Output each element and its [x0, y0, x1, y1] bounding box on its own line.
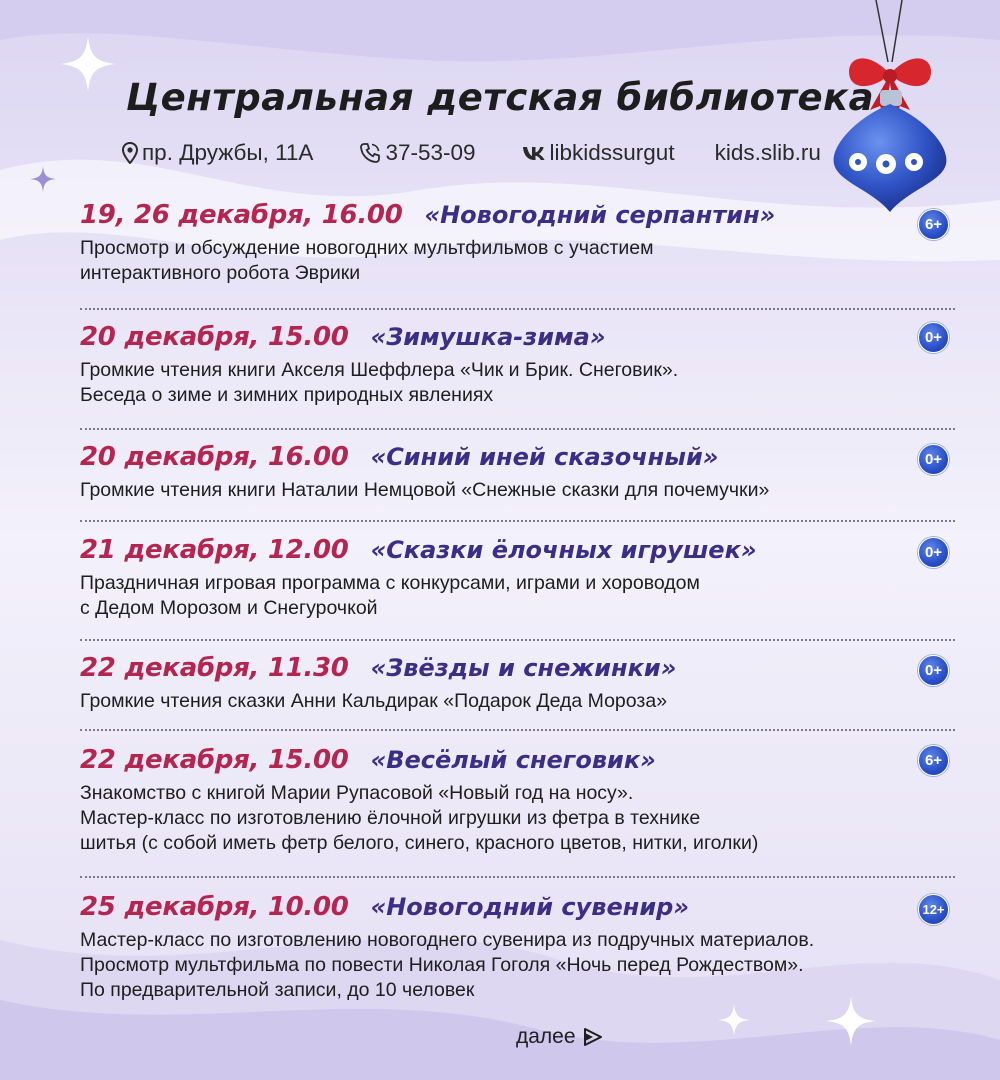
event-item	[80, 442, 970, 503]
event-description: Просмотр и обсуждение новогодних мультфильмов с участием интерактивного робота Эврики	[80, 237, 654, 284]
event-header	[80, 322, 970, 352]
vk-text: libkidssurgut	[549, 140, 675, 165]
event-title: «Новогодний сувенир»	[370, 893, 689, 921]
event-description: Мастер-класс по изготовлению новогоднего сувенира из подручных материалов. Просмотр мультфильма по повести Николая Гоголя «Ночь перед Рождеством». По предварительной записи, до 10 человек	[80, 929, 815, 1001]
divider	[80, 428, 955, 430]
location-pin-icon	[122, 142, 138, 164]
address-text: пр. Дружбы, 11А	[142, 140, 314, 165]
divider	[80, 729, 955, 731]
age-badge: 6+	[918, 745, 949, 776]
event-date: 19, 26 декабря, 16.00	[80, 200, 403, 230]
divider	[80, 308, 955, 310]
phone-text: 37-53-09	[385, 140, 476, 165]
event-title: «Новогодний серпантин»	[424, 201, 776, 229]
event-header	[80, 745, 970, 775]
age-badge: 0+	[918, 444, 949, 475]
next-page-link[interactable]	[516, 1022, 604, 1052]
event-date: 20 декабря, 15.00	[80, 322, 349, 352]
event-description: Знакомство с книгой Марии Рупасовой «Новый год на носу». Мастер-класс по изготовлению ёлочной игрушки из фетра в технике шитья (с собой иметь фетр белого, синего, красного цветов, нитки, иголки)	[80, 782, 759, 854]
event-header	[80, 653, 970, 683]
event-header	[80, 442, 970, 472]
event-item	[80, 892, 970, 1003]
divider	[80, 520, 955, 522]
event-item	[80, 745, 970, 856]
next-page-label: далее	[516, 1025, 576, 1048]
event-title: «Сказки ёлочных игрушек»	[370, 536, 757, 564]
event-title: «Весёлый снеговик»	[370, 746, 656, 774]
contacts-bar	[122, 138, 821, 168]
age-badge: 6+	[918, 209, 949, 240]
event-description: Громкие чтения книги Наталии Немцовой «Снежные сказки для почемучки»	[80, 479, 770, 501]
website-link[interactable]	[715, 140, 821, 166]
address	[122, 140, 313, 166]
event-item	[80, 535, 970, 621]
vk-icon	[522, 145, 546, 161]
sparkle-icon	[30, 166, 56, 192]
event-description: Громкие чтения книги Акселя Шеффлера «Чик и Брик. Снеговик». Беседа о зиме и зимних природных явлениях	[80, 359, 679, 406]
age-badge: 0+	[918, 322, 949, 353]
phone-icon	[359, 142, 381, 164]
event-description: Громкие чтения сказки Анни Кальдирак «Подарок Деда Мороза»	[80, 690, 668, 712]
event-title: «Синий иней сказочный»	[370, 443, 719, 471]
sparkle-icon	[826, 996, 876, 1046]
event-date: 22 декабря, 11.30	[80, 653, 349, 683]
event-item	[80, 322, 970, 408]
event-item	[80, 653, 970, 714]
age-badge: 0+	[918, 655, 949, 686]
arrow-right-icon	[582, 1027, 604, 1047]
event-date: 21 декабря, 12.00	[80, 535, 349, 565]
event-title: «Зимушка-зима»	[370, 323, 606, 351]
vk-link[interactable]	[522, 140, 675, 166]
event-date: 25 декабря, 10.00	[80, 892, 349, 922]
event-title: «Звёзды и снежинки»	[370, 654, 677, 682]
event-header	[80, 200, 970, 230]
event-item	[80, 200, 970, 286]
event-header	[80, 892, 970, 922]
event-header	[80, 535, 970, 565]
website-text: kids.slib.ru	[714, 140, 821, 165]
event-date: 20 декабря, 16.00	[80, 442, 349, 472]
sparkle-icon	[718, 1004, 750, 1036]
phone[interactable]	[359, 140, 475, 166]
event-date: 22 декабря, 15.00	[80, 745, 349, 775]
event-description: Праздничная игровая программа с конкурсами, играми и хороводом с Дедом Морозом и Снегурочкой	[80, 572, 700, 619]
divider	[80, 639, 955, 641]
page-title: Центральная детская библиотека	[125, 76, 875, 119]
age-badge: 12+	[918, 894, 949, 925]
age-badge: 0+	[918, 537, 949, 568]
divider	[80, 876, 955, 878]
